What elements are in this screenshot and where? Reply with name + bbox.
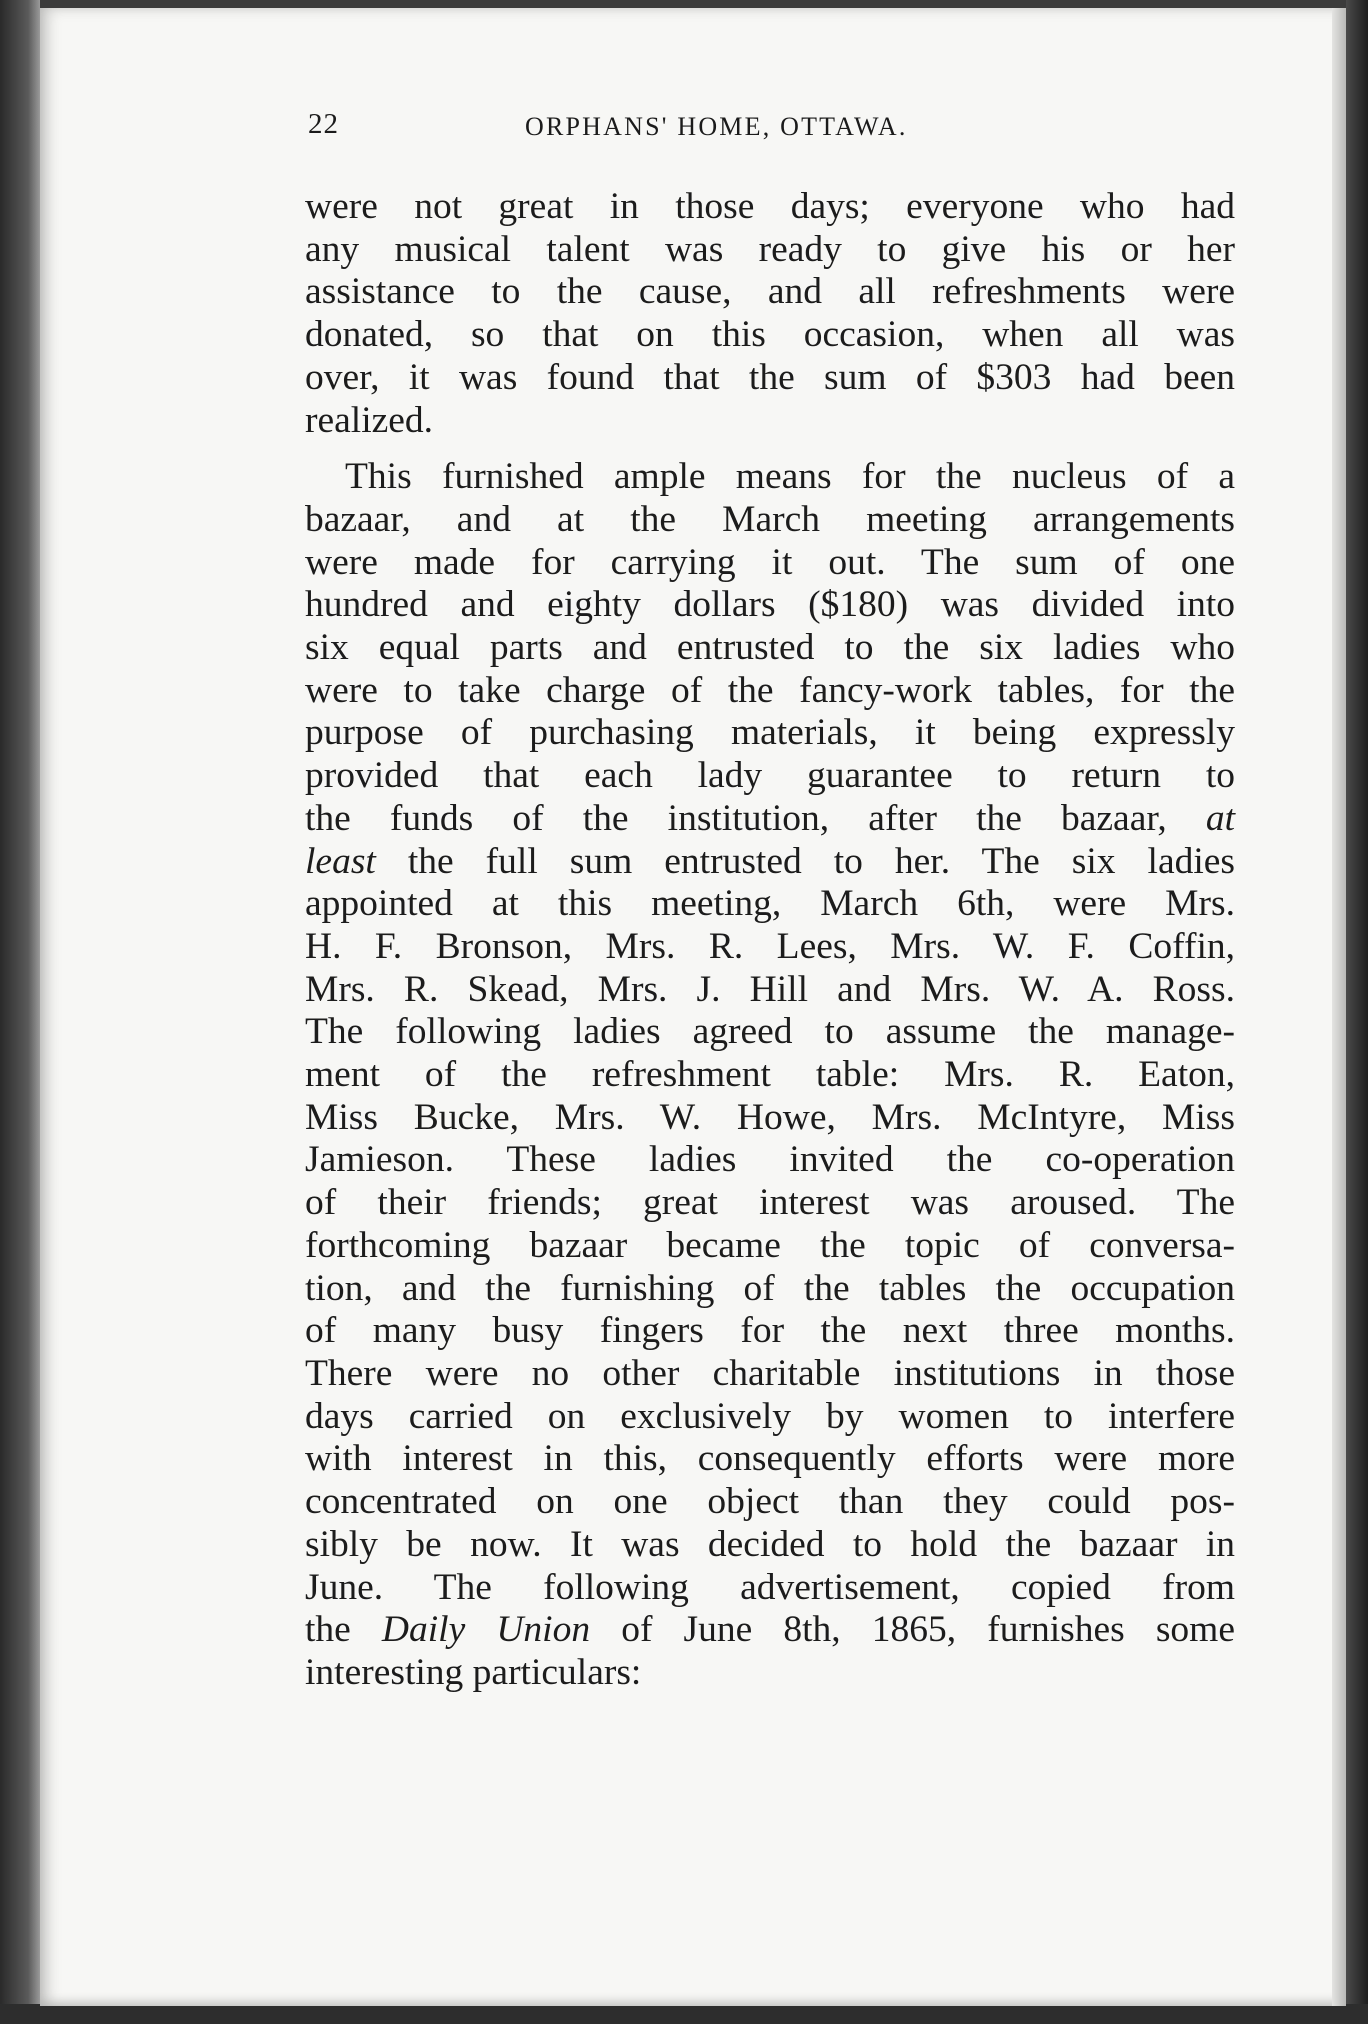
text-line: appointed at this meeting, March 6th, were Mrs. xyxy=(305,883,1235,925)
text-line: were not great in those days; everyone who had xyxy=(305,186,1235,227)
page-header xyxy=(308,108,1028,148)
text-line: six equal parts and entrusted to the six ladies who xyxy=(305,627,1235,669)
text-line xyxy=(305,798,1235,841)
text-fragment: of June 8th, 1865, furnishes some xyxy=(590,1609,1235,1651)
scan-shadow-bottom xyxy=(0,2004,1368,2024)
scan-shadow-right xyxy=(1346,0,1368,2024)
text-line: of many busy fingers for the next three months. xyxy=(305,1310,1235,1352)
text-line: days carried on exclusively by women to interfere xyxy=(305,1395,1235,1437)
scan-shadow-left xyxy=(0,0,40,2024)
running-head: ORPHANS' HOME, OTTAWA. xyxy=(525,112,908,141)
paragraph-2 xyxy=(305,456,1235,1694)
text-line: Miss Bucke, Mrs. W. Howe, Mrs. McIntyre, Miss xyxy=(305,1096,1235,1138)
text-line: hundred and eighty dollars ($180) was divided into xyxy=(305,584,1235,626)
text-line: This furnished ample means for the nucleus of a xyxy=(345,456,1235,498)
italic-text: least xyxy=(305,840,376,882)
text-line: purpose of purchasing materials, it being expressly xyxy=(305,712,1235,754)
page-number: 22 xyxy=(308,108,339,140)
body-text xyxy=(305,186,1235,1695)
text-line: provided that each lady guarantee to return to xyxy=(305,755,1235,797)
text-line: There were no other charitable institutions in those xyxy=(305,1352,1235,1394)
newspaper-title: Daily Union xyxy=(381,1609,591,1651)
text-fragment: the full sum entrusted to her. The six ladies xyxy=(375,840,1235,882)
text-line: of their friends; great interest was aroused. The xyxy=(305,1182,1235,1224)
text-line: donated, so that on this occasion, when all was xyxy=(305,314,1235,356)
text-line: The following ladies agreed to assume the manage- xyxy=(305,1011,1235,1053)
text-line: June. The following advertisement, copied from xyxy=(305,1566,1235,1608)
text-fragment: the xyxy=(305,1609,382,1651)
italic-text: at xyxy=(1205,797,1235,839)
paragraph-1 xyxy=(305,186,1235,442)
text-line: Mrs. R. Skead, Mrs. J. Hill and Mrs. W. A. Ross. xyxy=(305,968,1235,1010)
text-line: assistance to the cause, and all refreshments were xyxy=(305,271,1235,313)
text-line: over, it was found that the sum of $303 had been xyxy=(305,356,1235,398)
text-line: were to take charge of the fancy-work tables, for the xyxy=(305,669,1235,711)
text-line: realized. xyxy=(305,399,434,441)
text-line xyxy=(305,841,1235,884)
text-fragment: the funds of the institution, after the bazaar, xyxy=(305,797,1167,839)
text-line: ment of the refreshment table: Mrs. R. Eaton, xyxy=(305,1054,1235,1096)
text-line: bazaar, and at the March meeting arrangements xyxy=(305,498,1235,540)
page-edge xyxy=(1332,8,1346,2006)
text-line: Jamieson. These ladies invited the co-operation xyxy=(305,1139,1235,1181)
text-line: with interest in this, consequently efforts were more xyxy=(305,1438,1235,1480)
text-line: interesting particulars: xyxy=(305,1651,642,1693)
text-line: concentrated on one object than they could pos- xyxy=(305,1481,1235,1523)
text-line: forthcoming bazaar became the topic of conversa- xyxy=(305,1224,1235,1266)
text-line xyxy=(305,1609,1235,1652)
text-line: any musical talent was ready to give his or her xyxy=(305,228,1235,270)
text-line: H. F. Bronson, Mrs. R. Lees, Mrs. W. F. Coffin, xyxy=(305,925,1235,967)
text-line: sibly be now. It was decided to hold the bazaar in xyxy=(305,1523,1235,1565)
text-line: tion, and the furnishing of the tables the occupation xyxy=(305,1267,1235,1309)
text-line: were made for carrying it out. The sum of one xyxy=(305,541,1235,583)
